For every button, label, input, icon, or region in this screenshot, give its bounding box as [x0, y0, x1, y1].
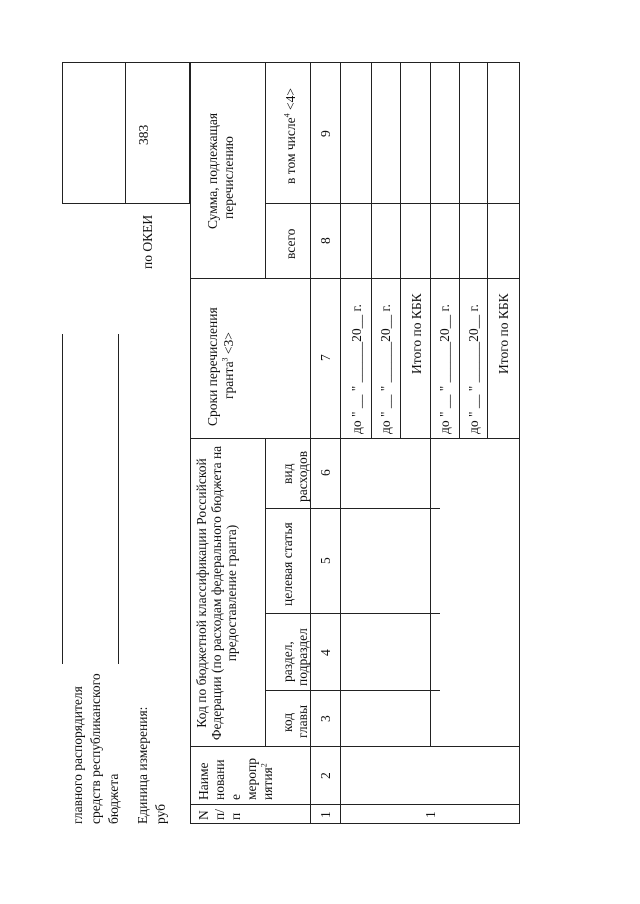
distributor-line-3: бюджета — [106, 773, 121, 824]
col6-header-line-1: вид — [280, 463, 295, 484]
distributor-underline-2 — [118, 334, 119, 664]
col7-header-line-1: Сроки перечисления — [205, 307, 220, 426]
col-divider-3-4 — [265, 690, 440, 691]
col9-header — [283, 88, 298, 184]
col-number-2: 2 — [318, 772, 333, 779]
okei-label: по ОКЕИ — [140, 214, 155, 269]
col7-header-sup: 3 — [220, 357, 230, 362]
col2-header-line-1: Наиме — [196, 762, 211, 800]
number-row-top — [310, 62, 311, 824]
col7-footnote-ref: <3> — [221, 332, 236, 355]
col7-header-line-2 — [221, 332, 236, 399]
col-divider-1-2 — [190, 804, 520, 805]
sum-group-line-1: Сумма, подлежащая — [205, 112, 220, 229]
date-row-divider-3 — [430, 62, 431, 747]
col-number-4: 4 — [318, 649, 333, 656]
col-divider-8-9 — [265, 203, 520, 204]
unit-label: Единица измерения: — [135, 706, 150, 824]
okei-code-box — [62, 62, 190, 204]
distributor-line-1: главного распорядителя — [70, 686, 85, 824]
distributor-underline — [62, 334, 63, 664]
col2-header-sup: 2 — [259, 763, 269, 768]
date-row-divider-2 — [400, 62, 401, 439]
col1-header-line-1: N — [196, 810, 211, 820]
col-divider-6-7 — [190, 438, 520, 439]
sum-group-line-2: перечислению — [221, 136, 236, 219]
okei-box-divider — [125, 63, 126, 203]
col2-header-line-4: меропр — [244, 757, 259, 800]
date-row-divider-4 — [459, 62, 460, 439]
col-number-1: 1 — [318, 811, 333, 818]
subheader-divider-sum — [265, 62, 266, 279]
bk-group-header: Код по бюджетной классификации Российской Федерации (по расходам федерального бюджета на предоставление гранта) — [194, 445, 239, 741]
row-number: 1 — [423, 811, 438, 818]
col4-header-line-2: подраздел — [295, 628, 310, 686]
table-top-border — [190, 62, 191, 824]
col-number-7: 7 — [318, 354, 333, 361]
grant-schedule-table — [190, 62, 520, 824]
distributor-line-2: средств республиканского — [88, 673, 103, 824]
col2-header-line-2: новани — [212, 759, 227, 800]
unit-value: руб — [153, 803, 168, 824]
number-row-bottom — [340, 62, 341, 824]
date-row-2: до " __ " ______20__ г. — [378, 304, 393, 434]
col1-header-line-3: п — [228, 812, 243, 820]
okei-code: 383 — [136, 124, 151, 145]
subtotal-label-1: Итого по КБК — [409, 293, 424, 374]
col8-header: всего — [283, 228, 298, 259]
subheader-divider-bk — [265, 439, 266, 747]
col9-header-text: в том числе — [283, 117, 298, 184]
col7-header-text: гранта — [221, 361, 236, 399]
col-number-9: 9 — [318, 130, 333, 137]
col2-header-text: иятия — [260, 767, 275, 800]
col-number-6: 6 — [318, 469, 333, 476]
col-divider-7-8 — [190, 278, 520, 279]
subtotal-label-2: Итого по КБК — [496, 293, 511, 374]
col6-header-line-2: расходов — [295, 450, 310, 502]
date-row-4: до " __ " ______20__ г. — [466, 304, 481, 434]
col-number-8: 8 — [318, 237, 333, 244]
col-number-5: 5 — [318, 557, 333, 564]
col-divider-5-6 — [265, 508, 440, 509]
col1-header-line-2: п/ — [212, 809, 227, 820]
date-row-divider-5 — [487, 62, 488, 439]
date-row-1: до " __ " ______20__ г. — [349, 304, 364, 434]
col-number-3: 3 — [318, 715, 333, 722]
col-divider-2-3 — [190, 746, 520, 747]
date-row-divider-1 — [371, 62, 372, 439]
col4-header-line-1: раздел, — [280, 641, 295, 682]
date-row-3: до " __ " ______20__ г. — [437, 304, 452, 434]
col9-header-sup: 4 — [282, 113, 292, 118]
col3-header-line-2: главы — [295, 704, 310, 738]
col3-header-line-1: код — [280, 712, 295, 732]
col2-header-line-3: е — [228, 794, 243, 800]
col2-header-line-5 — [260, 763, 275, 800]
col5-header: целевая статья — [280, 522, 295, 606]
col9-footnote-ref: <4> — [283, 88, 298, 110]
col-divider-4-5 — [265, 613, 440, 614]
